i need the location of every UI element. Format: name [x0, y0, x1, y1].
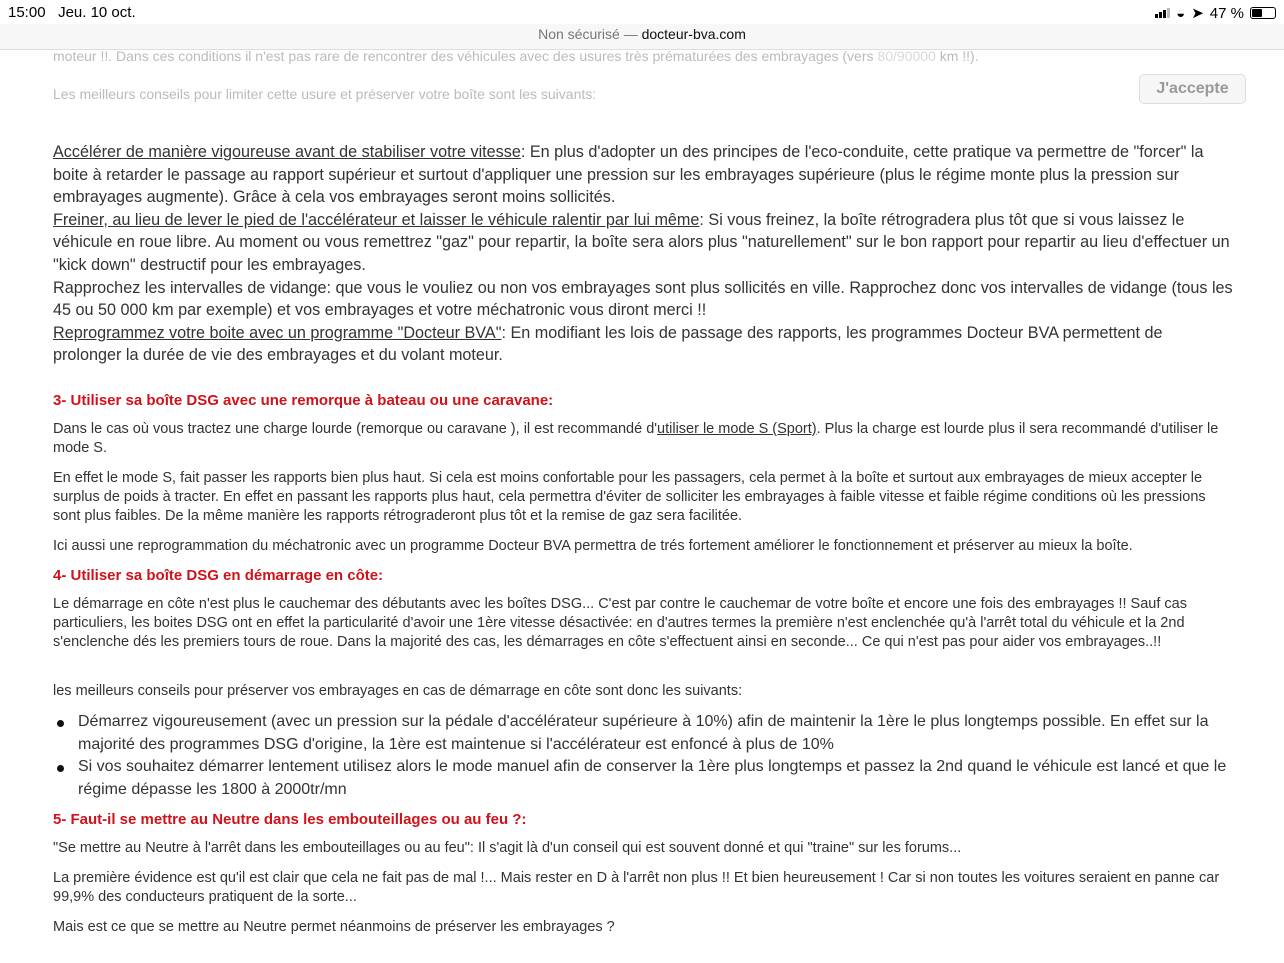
location-icon: ➤: [1191, 5, 1204, 22]
domain: docteur-bva.com: [641, 26, 746, 42]
section-heading: 5- Faut-il se mettre au Neutre dans les embouteillages ou au feu ?:: [53, 811, 527, 829]
list-item: Si vos souhaitez démarrer lentement utilisez alors le mode manuel afin de conserver la 1ère plus longtemps et passez la 2nd quand le véhicule est lancé et que le régime dépasse les 1800 à 2000tr/mn: [53, 756, 1233, 801]
sport-mode-link[interactable]: utiliser le mode S (Sport): [657, 420, 817, 437]
paragraph: Mais est ce que se mettre au Neutre permet néanmoins de préserver les embrayages ?: [53, 919, 615, 936]
tip: Freiner, au lieu de lever le pied de l'accélérateur et laisser le véhicule ralentir par lui même: Si vous freinez, la boîte rétrogradera plus tôt que si vous laissez le véhicule en roue libre. Au moment ou vous remettrez "gaz" pour repartir, la boîte sera alors plus "naturellement" sur le bon rapport pour repartir au lieu d'effectuer un "kick down" destructif pour les embrayages.: [53, 210, 1230, 274]
paragraph: "Se mettre au Neutre à l'arrêt dans les embouteillages ou au feu": Il s'agit là d'un conseil qui est souvent donné et qui "traine" sur les forums...: [53, 840, 962, 857]
security-label: Non sécurisé —: [538, 26, 638, 42]
status-time: 15:00 Jeu. 10 oct.: [8, 4, 136, 21]
tip-link[interactable]: Freiner, au lieu de lever le pied de l'accélérateur et laisser le véhicule ralentir par lui même: [53, 210, 700, 229]
cookie-text-line1: moteur !!. Dans ces conditions il n'est pas rare de rencontrer des véhicules avec des usures très prématurées des embrayages (vers 80/90000 km !!).: [53, 48, 979, 64]
signal-icon: [1155, 8, 1170, 18]
paragraph: Le démarrage en côte n'est plus le cauchemar des débutants avec les boîtes DSG... C'est par contre le cauchemar de votre boîte et encore une fois des embrayages !! Sauf cas particuliers, les boites DSG ont en effet la particularité d'avoir une 1ère vitesse désactivée: en d'autres termes la première n'est enclenchée qu'à l'arrêt total du véhicule et la 2nd s'enclenche dés les premiers tours de roue. Dans la majorité des cas, les démarrages en côte s'effectuent ainsi en seconde... Ce qui n'est pas pour aider vos embrayages..!!: [53, 595, 1187, 650]
status-bar: [0, 0, 1284, 24]
list-item: Démarrez vigoureusement (avec un pression sur la pédale d'accélérateur supérieure à 10%) afin de maintenir la 1ère le plus longtemps possible. En effet sur la majorité des programmes DSG d'origine, la 1ère est maintenue si l'accélérateur est enfoncé à plus de 10%: [53, 711, 1233, 756]
section-heading: 3- Utiliser sa boîte DSG avec une remorque à bateau ou une caravane:: [53, 391, 554, 409]
bullet-list: [53, 711, 1233, 801]
paragraph: les meilleurs conseils pour préserver vos embrayages en cas de démarrage en côte sont donc les suivants:: [53, 682, 743, 699]
tip: Rapprochez les intervalles de vidange: que vous le vouliez ou non vos embrayages sont plus sollicités en ville. Rapprochez donc vos intervalles de vidange (tous les 45 ou 50 000 km par exemple) et vos embrayages et votre méchatronic vous diront merci !!: [53, 278, 1233, 320]
tip: Accélérer de manière vigoureuse avant de stabiliser votre vitesse: En plus d'adopter un des principes de l'eco-conduite, cette pratique va permettre de "forcer" la boite à retarder le passage au rapport supérieur et surtout d'appliquer une pression sur les embrayages supérieure (plus le régime monte plus la pression sur embrayages augmente). Grâce à cela vos embrayages seront moins sollicités.: [53, 143, 1204, 207]
cookie-text-line2: Les meilleurs conseils pour limiter cette usure et préserver votre boîte sont les suivants:: [53, 86, 597, 102]
paragraph: Dans le cas où vous tractez une charge lourde (remorque ou caravane ), il est recommandé d'utiliser le mode S (Sport). Plus la charge est lourde plus il sera recommandé d'utiliser le mode S.: [53, 420, 1219, 456]
battery-percent: 47 %: [1209, 4, 1244, 22]
wifi-icon: ◒: [1176, 4, 1186, 22]
battery-icon: [1250, 7, 1276, 19]
address-bar[interactable]: [0, 24, 1284, 50]
section-heading: 4- Utiliser sa boîte DSG en démarrage en côte:: [53, 566, 384, 584]
article: [53, 141, 1233, 937]
tip: Reprogrammez votre boite avec un programme "Docteur BVA": En modifiant les lois de passage des rapports, les programmes Docteur BVA permettent de prolonger la durée de vie des embrayages et du volant moteur.: [53, 323, 1163, 365]
paragraph: Ici aussi une reprogrammation du méchatronic avec un programme Docteur BVA permettra de trés fortement améliorer le fonctionnement et préserver au mieux la boîte.: [53, 537, 1133, 554]
accept-cookies-button[interactable]: J'accepte: [1139, 74, 1246, 104]
paragraph: La première évidence est qu'il est clair que cela ne fait pas de mal !... Mais rester en D à l'arrêt non plus !! Et bien heureusement ! Car si non toutes les voitures seraient en panne car 99,9% des conducteurs pratiquent de la sorte...: [53, 870, 1220, 906]
tip-link[interactable]: Accélérer de manière vigoureuse avant de stabiliser votre vitesse: [53, 143, 521, 161]
paragraph: En effet le mode S, fait passer les rapports bien plus haut. Si cela est moins confortable pour les passagers, cela permet à la boîte et surtout aux embrayages de mieux accepter le surplus de poids à tracter. En effet en passant les rapports plus haut, cela permettra d'éviter de solliciter les embrayages à faible vitesse et faible régime conditions où les pressions sont plus faibles. De la même manière les rapports rétrograderont plus tôt et la remise de gaz sera facilitée.: [53, 469, 1206, 524]
tip-link[interactable]: Reprogrammez votre boite avec un programme "Docteur BVA": [53, 323, 502, 342]
